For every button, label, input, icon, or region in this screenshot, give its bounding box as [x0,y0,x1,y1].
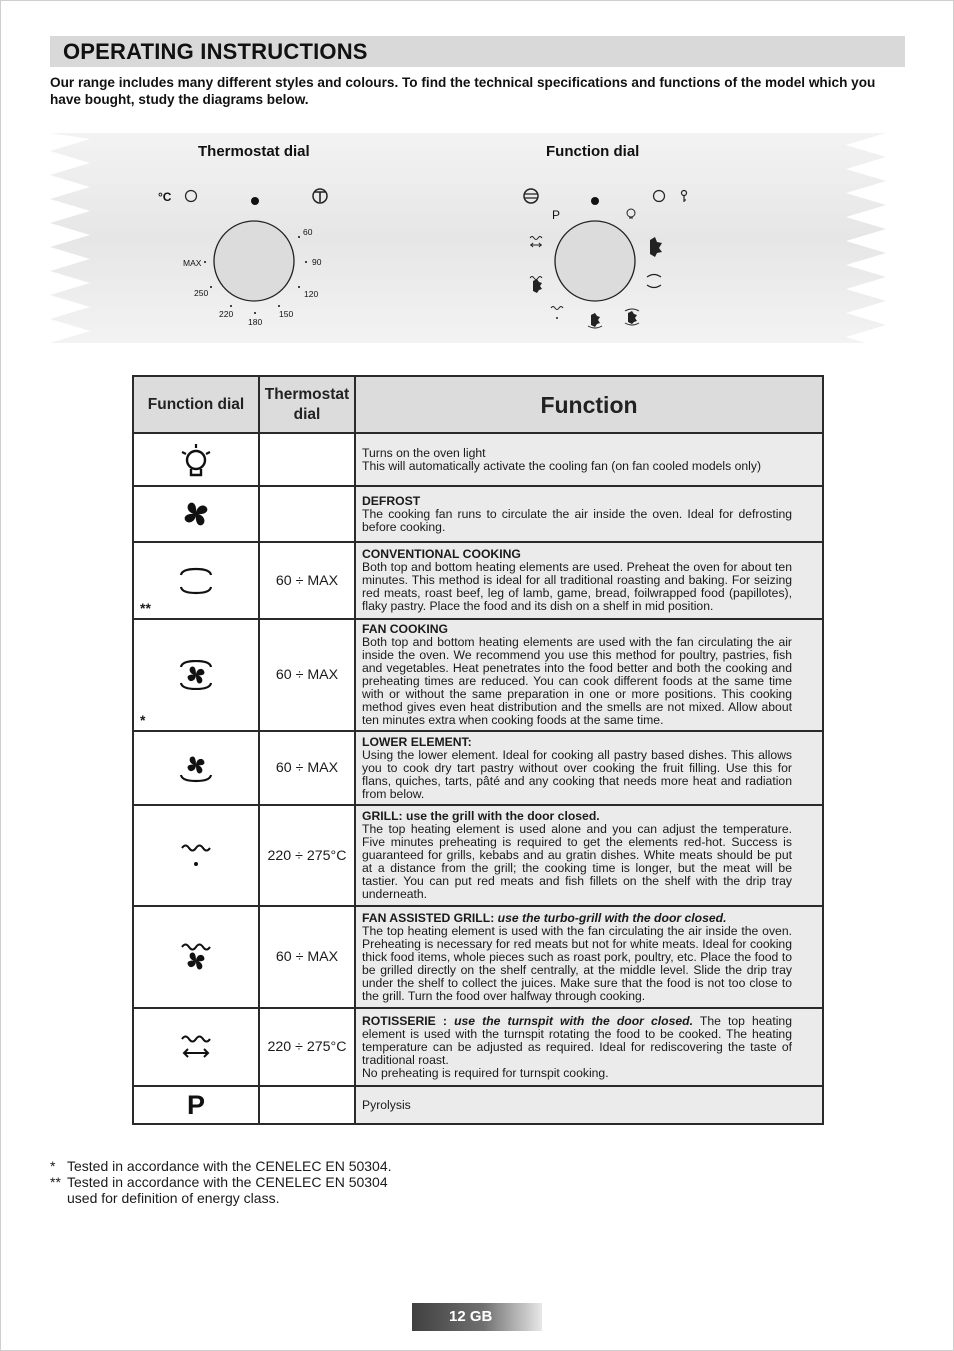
table-row [133,486,823,542]
function-icon-cell [133,619,259,731]
page-number-badge [412,1303,542,1331]
table-row [133,542,823,619]
function-title: FAN ASSISTED GRILL: [362,910,495,925]
function-title-italic: use the turnspit with the door closed. [454,1013,693,1028]
function-title: CONVENTIONAL COOKING [362,547,521,561]
table-row [133,1086,823,1124]
temp-cell: 60 ÷ MAX [259,906,355,1008]
temp-cell: 60 ÷ MAX [259,542,355,619]
description-cell [355,542,823,619]
mark-conventional-icon [647,275,661,288]
mark-120: 120 [304,289,319,299]
table-row [133,731,823,805]
function-icon-cell [133,731,259,805]
header-function-dial: Function dial [133,376,259,433]
temp-cell: 220 ÷ 275°C [259,805,355,906]
function-lamp-icon [524,189,538,203]
function-title: GRILL: use the grill with the door closed. [362,809,600,823]
pyrolysis-icon: P [186,1089,205,1120]
description-text: Pyrolysis [362,1097,411,1112]
table-row [133,805,823,906]
description-text: The top heating element is used alone and you can adjust the temperature. Five minutes preheating is required to get the elements red-hot. Success is guaranteed for grills, kebabs and au gratin dishes. White meats should be put at a distance from the grill; the cooking time is longer, but the meat will be tastier. You can put red meats and fish fillets on the shelf with the drip tray underneath. [362,822,792,901]
description-text: Using the lower element. Ideal for cooking all pastry based dishes. This allows you to cook dry tart pastry without over cooking the fruit filling. Use this for flans, quiches, tarts, pâté and any cooking that needs more heat and radiation from below. [362,747,792,801]
rotisserie-icon [179,1033,213,1061]
mark-grill-icon [551,307,563,320]
table-row [133,433,823,486]
description-cell [355,1086,823,1124]
function-icon-cell [133,433,259,486]
mark-150: 150 [279,309,294,319]
function-icon-cell [133,542,259,619]
mark-fan-grill-icon [530,277,542,294]
footnote-text: Tested in accordance with the CENELEC EN 50304 used for definition of energy class. [67,1174,388,1206]
mark-max: MAX [183,258,202,268]
lower-element-fan-icon [179,753,213,783]
function-icon-cell [133,486,259,542]
function-icon-cell [133,1086,259,1124]
table-row [133,619,823,731]
intro-text: Our range includes many different styles and colours. To find the technical specifications and functions of the model which you have bought, study the diagrams below. [50,75,876,107]
description-text: The top heating element is used with the fan circulating the air inside the oven. Preheating is necessary for red meats but not for white meats. Ideal for cooking thick food items, whole pieces such as roast pork, poultry, etc. Place the food to be grilled directly on the shelf centrally, at the middle level. Slide the drip tray under the shelf to collect the juices. Make sure that the food is not too close to the grill. Turn the food over halfway through cooking. [362,923,792,1003]
footnote [50,1174,392,1206]
temp-cell: 60 ÷ MAX [259,731,355,805]
mark-180: 180 [248,317,263,327]
energy-class-marker: * [140,712,146,728]
description-text: Both top and bottom heating elements are used. Preheat the oven for about ten minutes. This method is ideal for all traditional roasting and baking. For seizing red meats, roast beef, leg of lamb, game, bread, foilwrapped food (papillotes), flaky pastry. Place the food and its dish on a shelf in mid position. [362,560,792,613]
header-function: Function [355,376,823,433]
temp-cell: 60 ÷ MAX [259,619,355,731]
oven-light-icon [179,443,213,477]
footnote-text: Tested in accordance with the CENELEC EN 50304. [67,1158,392,1174]
function-indicator-icon [654,191,665,202]
fan-cooking-icon [179,660,213,690]
function-icon-cell [133,1008,259,1086]
function-icon-cell [133,805,259,906]
description-text: Both top and bottom heating elements are used with the fan circulating the air inside the oven. We recommend you use this method for poultry, pastries, fish and vegetables. Heat penetrates into the food better and both the cooking and preheating times are reduced. You can cook different foods at the same time with or without the same preparation in one or more positions. This cooking method gives even heat distribution and the smells are not mixed. Allow about ten minutes extra when cooking foods at the same time. [362,635,792,727]
description-cell [355,731,823,805]
table-row [133,906,823,1008]
function-pointer-dot [591,197,599,205]
function-title-italic: use the turbo-grill with the door closed. [497,910,727,925]
description-text: The top heating element is used with the turnspit rotating the food to be cooked. The heating temperature can be adjusted as required. Ideal for rediscovering the taste of traditional roast. No preheating is required for turnspit cooking. [362,1013,792,1080]
fan-grill-icon [179,941,213,973]
mark-90: 90 [312,257,322,267]
page-title: OPERATING INSTRUCTIONS [63,39,368,64]
energy-class-marker: ** [140,600,151,616]
functions-table [132,375,822,1123]
footnote-mark: * [50,1158,56,1174]
description-cell [355,486,823,542]
function-title: LOWER ELEMENT: [362,734,472,749]
conventional-cooking-icon [179,567,213,595]
description-cell [355,433,823,486]
function-title: FAN COOKING [362,622,448,636]
temp-cell: 220 ÷ 275°C [259,1008,355,1086]
mark-light-icon [627,209,635,218]
title-bar [50,36,905,67]
description-text: The cooking fan runs to circulate the air inside the oven. Ideal for defrosting before cooking. [362,506,792,534]
dial-panel [50,133,886,343]
description-cell [355,805,823,906]
description-cell [355,906,823,1008]
description-text: Turns on the oven light This will automatically activate the cooling fan (on fan cooled models only) [362,445,762,473]
description-cell [355,619,823,731]
function-knob [555,221,635,301]
celsius-symbol: °C [158,190,172,204]
table-row [133,1008,823,1086]
mark-fan-cooking-icon [625,309,639,325]
key-icon [682,191,687,203]
footnote [50,1158,392,1174]
mark-lower-element-icon [588,313,602,328]
table-header-row [133,376,823,433]
page-number: 12 GB [449,1308,493,1325]
mark-220: 220 [219,309,234,319]
mark-60: 60 [303,227,313,237]
function-title: DEFROST [362,493,421,508]
footnotes [50,1158,392,1206]
thermostat-dial-label: Thermostat dial [198,143,310,160]
mark-p: P [552,208,561,222]
mark-defrost-icon [650,237,662,257]
temp-cell [259,433,355,486]
footnote-mark: ** [50,1174,61,1190]
temp-cell [259,486,355,542]
grill-icon [179,842,213,870]
function-icon-cell [133,906,259,1008]
defrost-fan-icon [182,500,210,528]
temp-cell [259,1086,355,1124]
function-dial-label: Function dial [546,143,640,160]
mark-rotisserie-icon [530,237,542,248]
function-dial [50,133,886,343]
mark-250: 250 [194,288,209,298]
header-thermostat-dial: Thermostat dial [259,376,355,433]
description-cell [355,1008,823,1086]
function-title: ROTISSERIE : [362,1013,447,1028]
